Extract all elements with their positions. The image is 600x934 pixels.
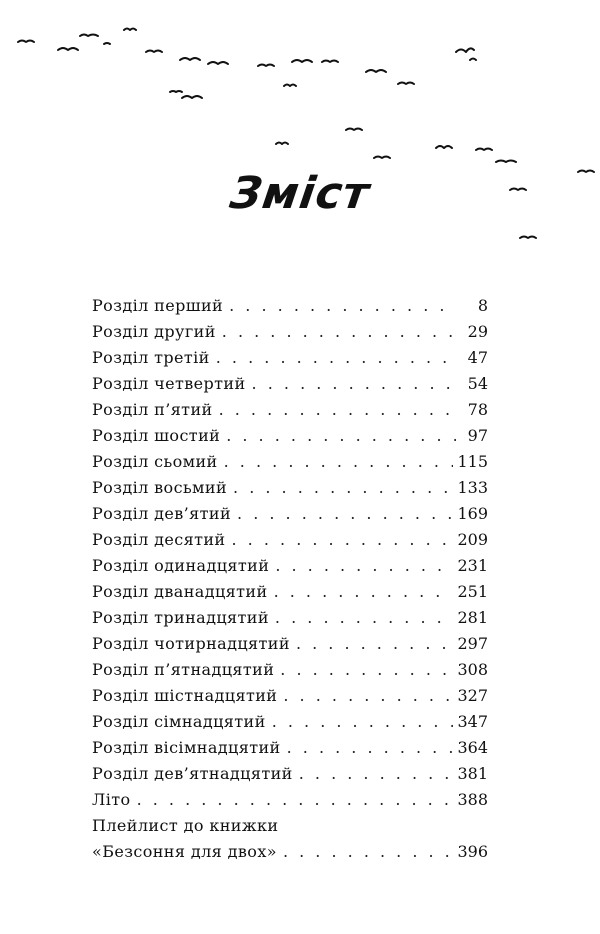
toc-entry-page: 169 (457, 504, 488, 523)
toc-entry-page: 47 (467, 348, 488, 367)
toc-entry-label: Розділ вісімнадцятий (92, 738, 281, 757)
toc-leader-dots (233, 475, 453, 501)
toc-entry-page: 97 (467, 426, 488, 445)
toc-entry-label: Розділ десятий (92, 530, 226, 549)
page-title: Зміст (226, 168, 374, 219)
toc-entry-page: 29 (467, 322, 488, 341)
toc-entry-page: 231 (457, 556, 488, 575)
toc-leader-dots (226, 423, 456, 449)
toc-entry[interactable] (92, 787, 488, 813)
toc-entry-label: Розділ п’ятий (92, 400, 213, 419)
toc-entry-label: Розділ одинадцятий (92, 556, 270, 575)
toc-entry-label: Розділ дев’ятнадцятий (92, 764, 293, 783)
toc-entry[interactable] (92, 709, 488, 735)
toc-entry-label: Розділ тринадцятий (92, 608, 269, 627)
toc-entry-label: Розділ четвертий (92, 374, 246, 393)
toc-leader-dots (296, 631, 454, 657)
toc-entry-label: Розділ дев’ятий (92, 504, 232, 523)
toc-leader-dots (287, 735, 454, 761)
toc-entry-label: Розділ п’ятнадцятий (92, 660, 275, 679)
toc-entry[interactable] (92, 735, 488, 761)
toc-entry[interactable] (92, 813, 488, 839)
toc-entry[interactable] (92, 579, 488, 605)
toc-entry-page: 209 (457, 530, 488, 549)
toc-entry[interactable] (92, 501, 488, 527)
toc-leader-dots (137, 787, 454, 813)
toc-entry-label: Розділ дванадцятий (92, 582, 268, 601)
toc-leader-dots (252, 371, 456, 397)
toc-entry[interactable] (92, 839, 488, 865)
toc-entry[interactable] (92, 423, 488, 449)
flock-of-birds-icon (0, 0, 600, 260)
toc-entry-label: Розділ сімнадцятий (92, 712, 266, 731)
toc-entry-page: 281 (457, 608, 488, 627)
toc-entry-label: Розділ другий (92, 322, 216, 341)
toc-entry-label: Розділ шістнадцятий (92, 686, 278, 705)
toc-entry[interactable] (92, 631, 488, 657)
toc-entry[interactable] (92, 449, 488, 475)
toc-entry-label: Літо (92, 790, 131, 809)
toc-entry-page: 78 (467, 400, 488, 419)
toc-entry[interactable] (92, 319, 488, 345)
toc-entry-page: 251 (457, 582, 488, 601)
toc-leader-dots (275, 605, 454, 631)
table-of-contents (92, 293, 488, 865)
toc-entry-page: 8 (477, 296, 488, 315)
toc-leader-dots (222, 319, 456, 345)
toc-entry-page: 115 (457, 452, 488, 471)
toc-entry-page: 308 (457, 660, 488, 679)
toc-entry[interactable] (92, 761, 488, 787)
toc-leader-dots (216, 345, 456, 371)
toc-leader-dots (299, 761, 454, 787)
toc-leader-dots (280, 657, 453, 683)
toc-entry-page: 381 (457, 764, 488, 783)
toc-entry[interactable] (92, 293, 488, 319)
toc-leader-dots (275, 553, 453, 579)
toc-entry-page: 347 (457, 712, 488, 731)
toc-leader-dots (219, 397, 456, 423)
toc-entry-label: Розділ восьмий (92, 478, 228, 497)
toc-entry-label: Розділ шостий (92, 426, 221, 445)
toc-leader-dots (272, 709, 454, 735)
toc-entry-label: Розділ сьомий (92, 452, 218, 471)
toc-leader-dots (283, 683, 453, 709)
toc-entry[interactable] (92, 371, 488, 397)
toc-entry[interactable] (92, 657, 488, 683)
toc-entry[interactable] (92, 553, 488, 579)
toc-entry-page: 364 (457, 738, 488, 757)
toc-entry-label: Плейлист до книжки (92, 816, 279, 835)
toc-entry[interactable] (92, 527, 488, 553)
toc-entry[interactable] (92, 605, 488, 631)
toc-leader-dots (237, 501, 453, 527)
toc-entry-page: 388 (457, 790, 488, 809)
toc-entry-page: 297 (457, 634, 488, 653)
toc-entry-page: 396 (457, 842, 488, 861)
toc-entry-label: Розділ перший (92, 296, 224, 315)
toc-entry[interactable] (92, 683, 488, 709)
toc-leader-dots (232, 527, 454, 553)
toc-entry[interactable] (92, 345, 488, 371)
toc-entry-label: «Безсоння для двох» (92, 842, 277, 861)
toc-leader-dots (283, 839, 454, 865)
toc-entry[interactable] (92, 397, 488, 423)
toc-entry-label: Розділ третій (92, 348, 210, 367)
toc-entry-page: 327 (457, 686, 488, 705)
toc-leader-dots (224, 449, 454, 475)
toc-leader-dots (274, 579, 454, 605)
toc-entry-page: 133 (457, 478, 488, 497)
toc-entry-label: Розділ чотирнадцятий (92, 634, 290, 653)
toc-entry[interactable] (92, 475, 488, 501)
toc-entry-page: 54 (467, 374, 488, 393)
toc-leader-dots (229, 293, 456, 319)
